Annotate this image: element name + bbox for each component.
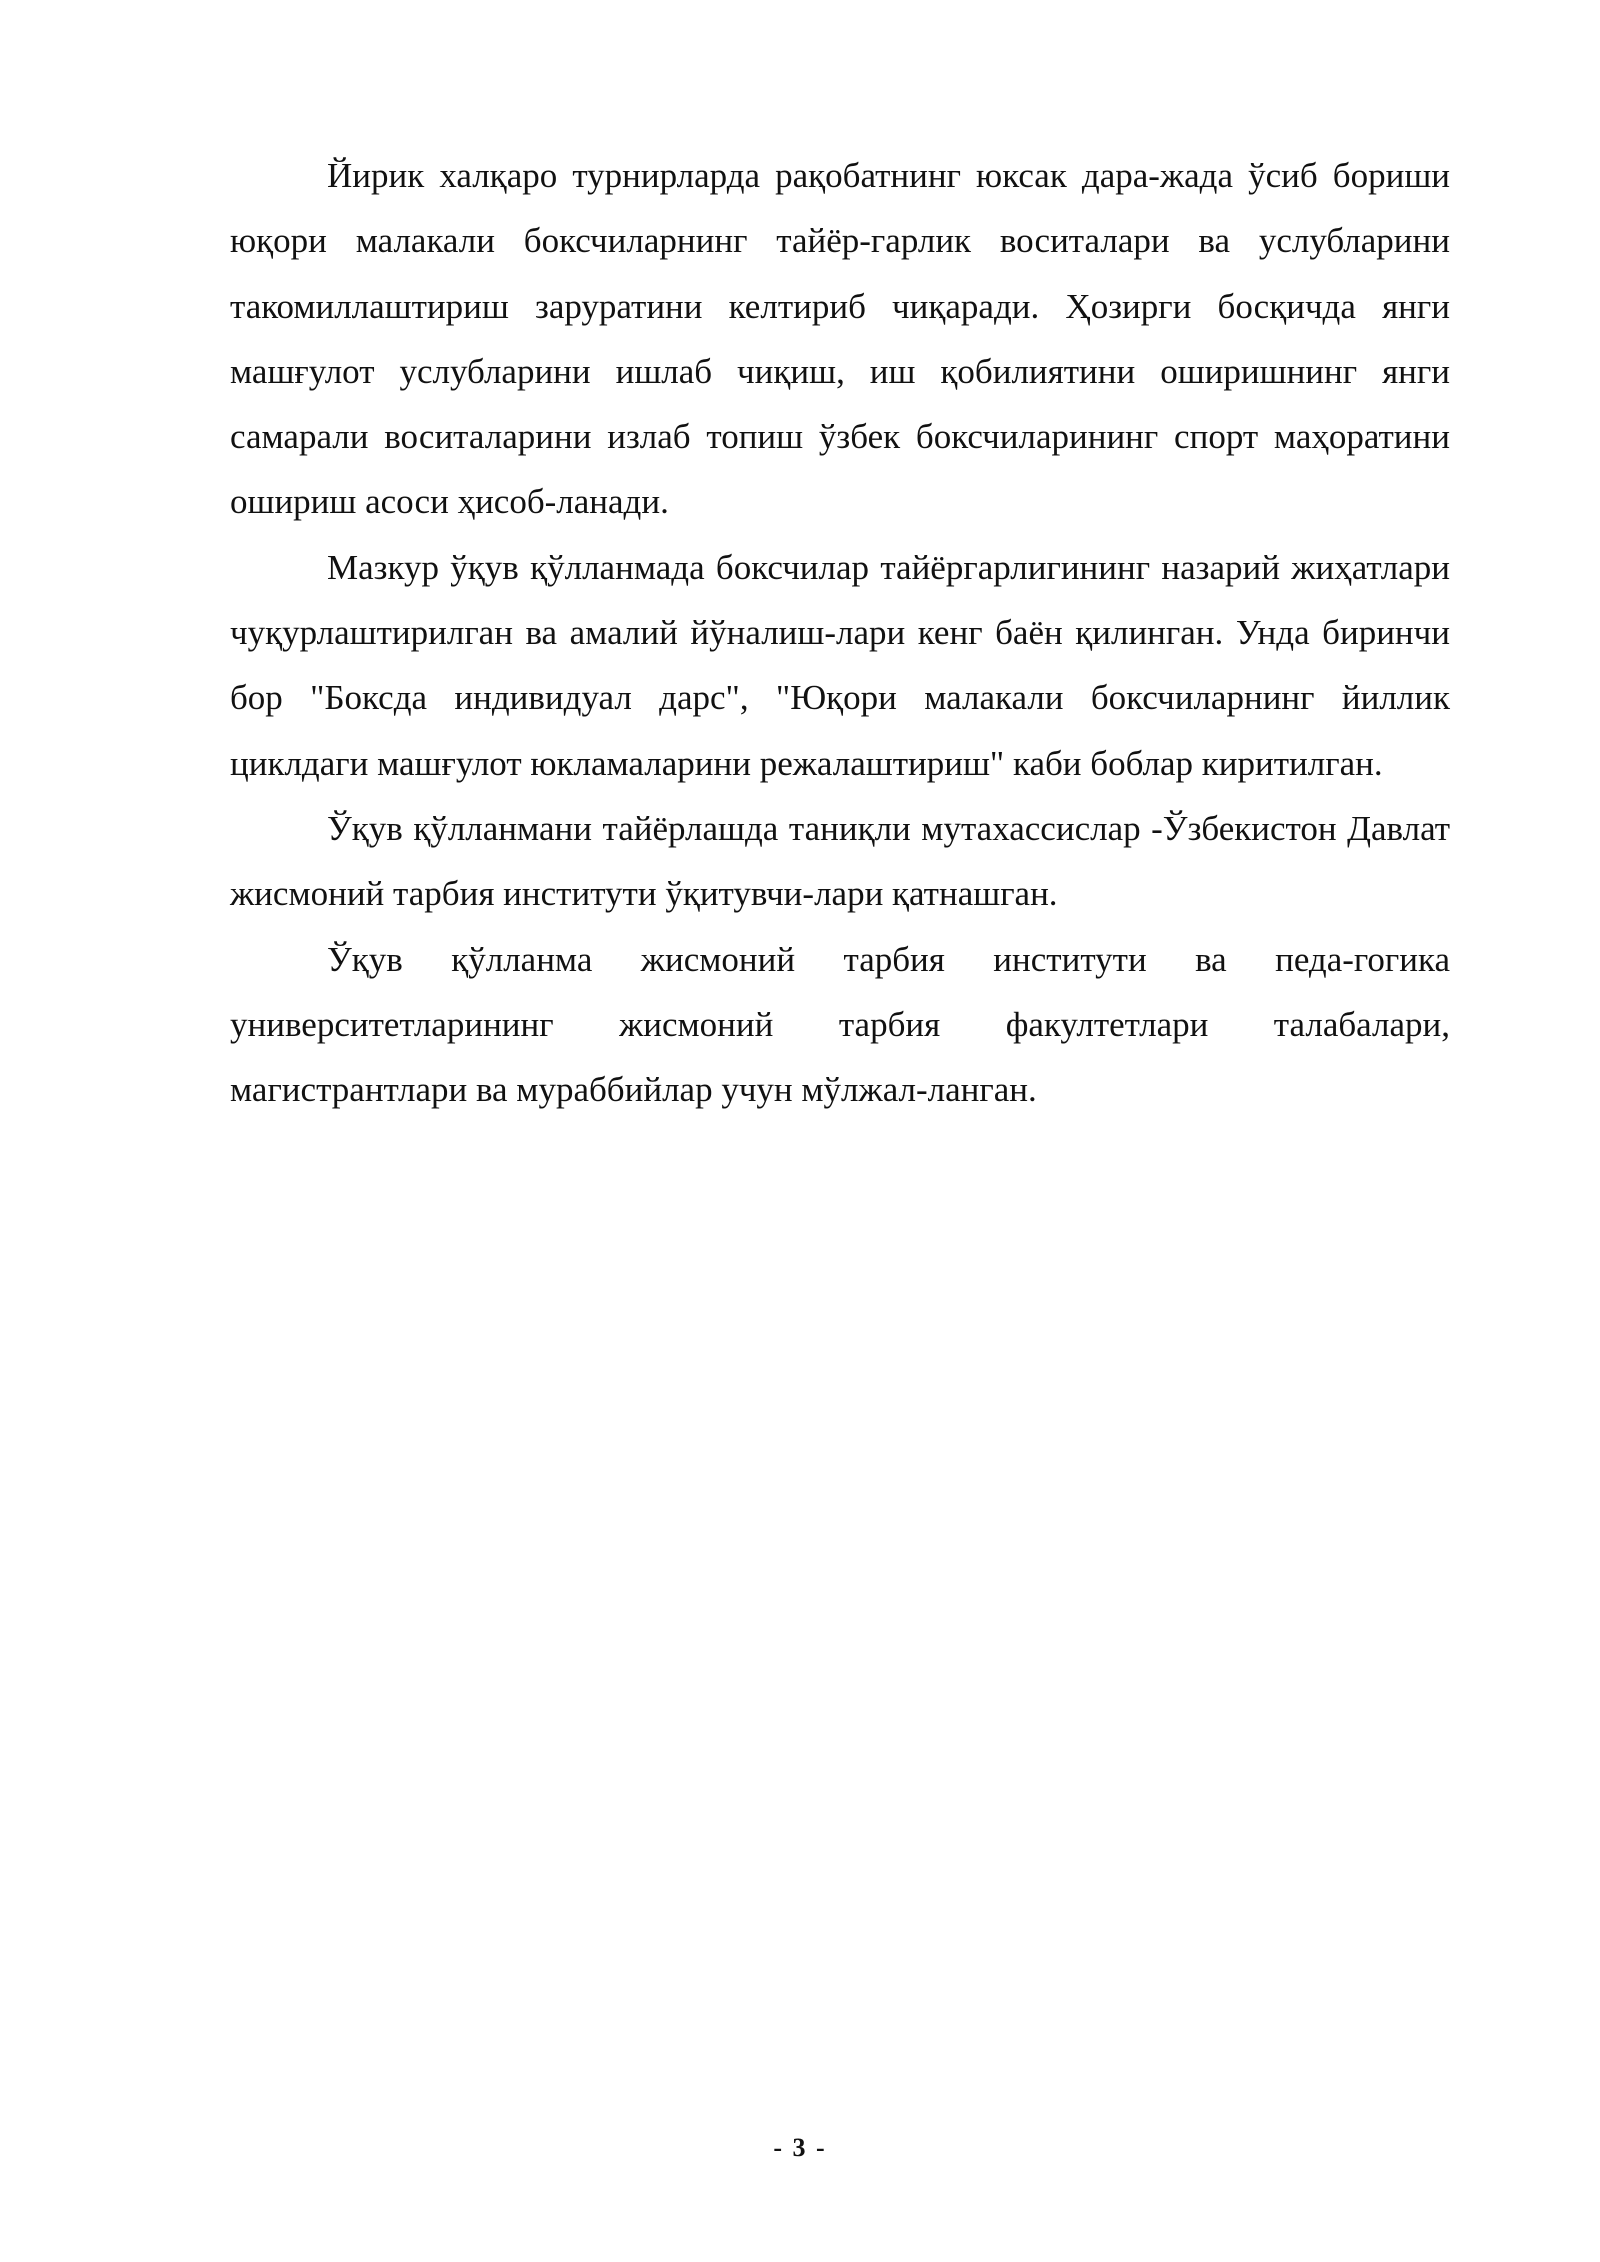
paragraph-3: Ўқув қўлланмани тайёрлашда таниқли мутахассислар -Ўзбекистон Давлат жисмоний тарбия институти ўқитувчи-лари қатнашган. — [230, 808, 1450, 914]
page-number: - 3 - — [773, 2133, 827, 2162]
body-text — [230, 143, 1450, 1122]
paragraph-2: Мазкур ўқув қўлланмада боксчилар тайёргарлигининг назарий жиҳатлари чуқурлаштирилган ва амалий йўналиш-лари кенг баён қилинган. Унда биринчи бор "Боксда индивидуал дарс", "Юқори малакали боксчиларнинг йиллик циклдаги машғулот юкламаларини режалаштириш" каби боблар киритилган. — [230, 547, 1450, 783]
paragraph-4: Ўқув қўлланма жисмоний тарбия институти ва педа-гогика университетларининг жисмоний тарбия факултетлари талабалари, магистрантлари ва мураббийлар учун мўлжал-ланган. — [230, 939, 1450, 1110]
paragraph-1: Йирик халқаро турнирларда рақобатнинг юксак дара-жада ўсиб бориши юқори малакали боксчиларнинг тайёр-гарлик воситалари ва услубларини такомиллаштириш заруратини келтириб чиқаради. Ҳозирги босқичда янги машғулот услубларини ишлаб чиқиш, иш қобилиятини оширишнинг янги самарали воситаларини излаб топиш ўзбек боксчиларининг спорт маҳоратини ошириш асоси ҳисоб-ланади. — [230, 156, 1450, 522]
